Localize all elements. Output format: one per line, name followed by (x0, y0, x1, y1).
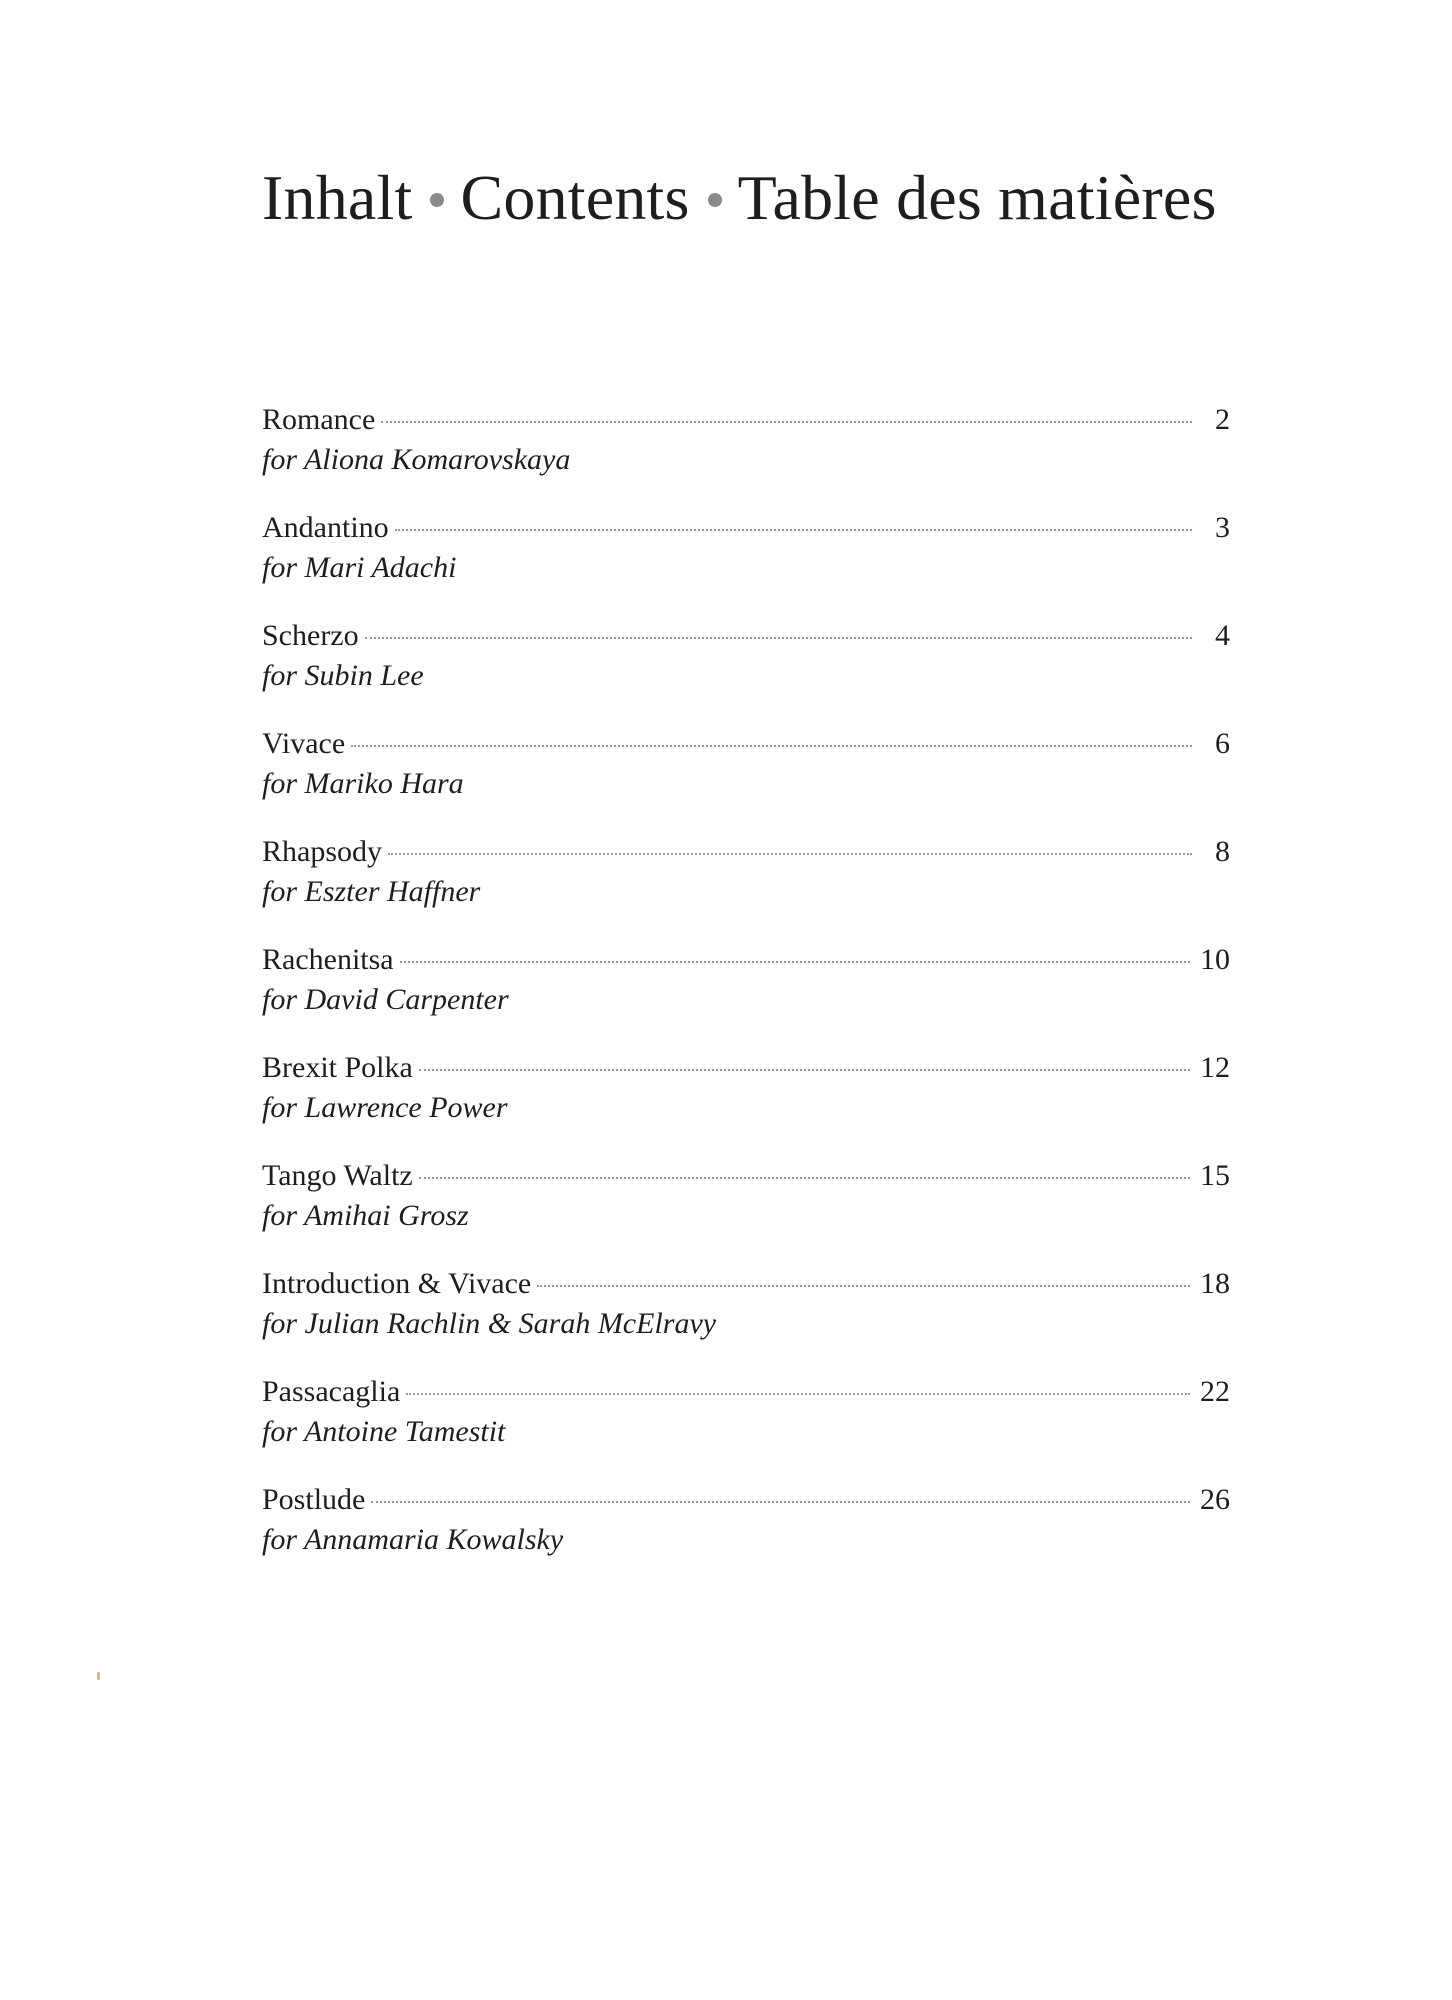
dedication: for Amihai Grosz (262, 1199, 469, 1232)
page-number: 18 (1200, 1267, 1230, 1300)
dot-leader (419, 1177, 1190, 1179)
dot-leader (351, 745, 1192, 747)
dedication: for Subin Lee (262, 659, 424, 692)
page-title (262, 158, 1217, 238)
dedication: for Mari Adachi (262, 551, 457, 584)
dedication: for Annamaria Kowalsky (262, 1523, 564, 1556)
toc-entry[interactable] (262, 1370, 1230, 1478)
piece-title: Andantino (262, 511, 389, 544)
title-english: Contents (460, 162, 690, 233)
page-number: 10 (1200, 943, 1230, 976)
page-number: 4 (1215, 619, 1230, 652)
dedication: for David Carpenter (262, 983, 509, 1016)
toc-entry-line (262, 938, 1230, 982)
page-number: 6 (1215, 727, 1230, 760)
toc-entry[interactable] (262, 830, 1230, 938)
toc-entry-line (262, 830, 1230, 874)
toc-entry-line (262, 722, 1230, 766)
page-number: 15 (1200, 1159, 1230, 1192)
page-number: 26 (1200, 1483, 1230, 1516)
page-number: 22 (1200, 1375, 1230, 1408)
toc-entry-line (262, 1370, 1230, 1414)
dot-leader (400, 961, 1190, 963)
piece-title: Passacaglia (262, 1375, 401, 1408)
dot-leader (419, 1069, 1190, 1071)
dot-leader (395, 529, 1192, 531)
toc-entry-line (262, 1478, 1230, 1522)
toc-entry[interactable] (262, 506, 1230, 614)
dedication: for Mariko Hara (262, 767, 464, 800)
paper-speck (97, 1672, 100, 1680)
title-separator-dot (430, 193, 444, 207)
toc-entry[interactable] (262, 398, 1230, 506)
dedication: for Antoine Tamestit (262, 1415, 506, 1448)
page-number: 3 (1215, 511, 1230, 544)
toc-entry-line (262, 1046, 1230, 1090)
title-german: Inhalt (262, 162, 413, 233)
dedication: for Julian Rachlin & Sarah McElravy (262, 1307, 717, 1340)
piece-title: Scherzo (262, 619, 359, 652)
toc-entry-line (262, 398, 1230, 442)
piece-title: Rhapsody (262, 835, 382, 868)
page-number: 12 (1200, 1051, 1230, 1084)
toc-entry[interactable] (262, 614, 1230, 722)
table-of-contents (262, 398, 1230, 1586)
piece-title: Romance (262, 403, 376, 436)
toc-entry[interactable] (262, 722, 1230, 830)
dedication: for Lawrence Power (262, 1091, 508, 1124)
toc-entry[interactable] (262, 1262, 1230, 1370)
toc-entry-line (262, 1262, 1230, 1306)
piece-title: Brexit Polka (262, 1051, 413, 1084)
page-number: 2 (1215, 403, 1230, 436)
toc-entry-line (262, 1154, 1230, 1198)
dot-leader (537, 1285, 1190, 1287)
dot-leader (381, 421, 1192, 423)
piece-title: Postlude (262, 1483, 366, 1516)
title-separator-dot (708, 193, 722, 207)
toc-entry[interactable] (262, 1154, 1230, 1262)
toc-entry[interactable] (262, 1478, 1230, 1586)
dot-leader (371, 1501, 1190, 1503)
piece-title: Tango Waltz (262, 1159, 413, 1192)
title-french: Table des matières (737, 162, 1217, 233)
piece-title: Rachenitsa (262, 943, 394, 976)
dedication: for Eszter Haffner (262, 875, 481, 908)
toc-entry-line (262, 506, 1230, 550)
toc-entry[interactable] (262, 1046, 1230, 1154)
piece-title: Vivace (262, 727, 346, 760)
dot-leader (388, 853, 1192, 855)
page-number: 8 (1215, 835, 1230, 868)
dedication: for Aliona Komarovskaya (262, 443, 571, 476)
toc-entry-line (262, 614, 1230, 658)
toc-entry[interactable] (262, 938, 1230, 1046)
dot-leader (365, 637, 1192, 639)
piece-title: Introduction & Vivace (262, 1267, 532, 1300)
dot-leader (406, 1393, 1190, 1395)
